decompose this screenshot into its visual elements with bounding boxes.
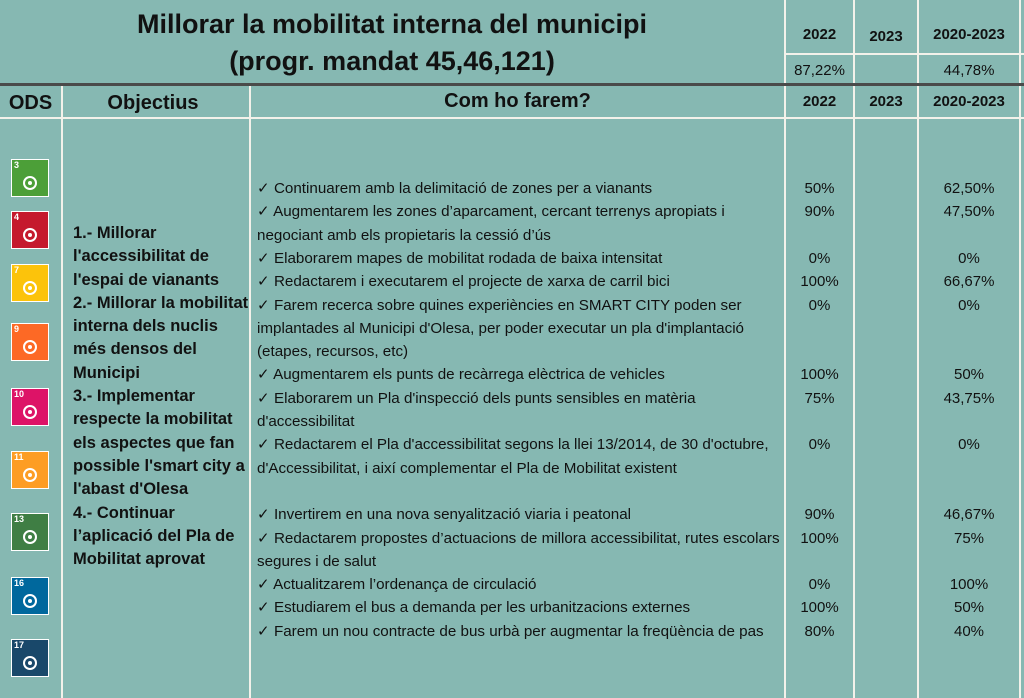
value-total: 75% <box>953 529 985 547</box>
value-total: 50% <box>953 599 985 617</box>
value-2022: 75% <box>804 389 835 407</box>
divider <box>61 86 63 698</box>
sustainable-cities-icon: 11 <box>11 451 49 489</box>
value-2022: 90% <box>804 506 835 524</box>
value-total: 46,67% <box>943 506 995 524</box>
value-2022: 50% <box>804 180 835 197</box>
action-item: ✓ Invertirem en una nova senyalització viaria i peatonal <box>257 506 632 524</box>
action-item: ✓ Augmentarem els punts de recàrrega elèctrica de vehicles <box>257 366 665 384</box>
title-line-1: Millorar la mobilitat interna del municipi <box>136 9 648 39</box>
reduced-inequalities-icon: 10 <box>11 388 49 426</box>
column-header-objectius: Objectius <box>107 92 199 114</box>
value-total: 40% <box>953 622 985 640</box>
divider <box>1019 0 1021 698</box>
value-2022: 90% <box>804 203 835 221</box>
divider <box>784 53 1024 55</box>
value-total: 66,67% <box>943 273 995 291</box>
divider <box>0 117 1024 119</box>
industry-innovation-icon: 9 <box>11 323 49 361</box>
action-item: ✓ Elaborarem mapes de mobilitat rodada de baixa intensitat <box>257 249 663 267</box>
objective-item: 3.- Implementar respecte la mobilitat els aspectes que fan possible l'smart city a l'abast d'Olesa <box>73 387 245 499</box>
objective-item: 4.- Continuar l’aplicació del Pla de Mobilitat aprovat <box>73 503 235 569</box>
column-header-total: 2020-2023 <box>933 93 1005 110</box>
peace-justice-icon: 16 <box>11 577 49 615</box>
column-header-ods: ODS <box>8 92 53 114</box>
value-total: 43,75% <box>943 389 995 407</box>
action-item: ✓ Farem recerca sobre quines experiències en SMART CITY poden ser implantades al Municipi d'Olesa, per poder executar un pla d'implantació (etapes, recursos, etc) <box>257 296 745 361</box>
action-item: ✓ Actualitzarem l’ordenança de circulació <box>257 576 537 594</box>
header-rule <box>0 83 1024 86</box>
value-total: 50% <box>953 366 985 384</box>
action-item: ✓ Redactarem i executarem el projecte de xarxa de carril bici <box>257 273 670 291</box>
column-header-2023: 2023 <box>869 93 903 110</box>
quality-education-icon: 4 <box>11 211 49 249</box>
objective-item: 1.- Millorar l'accessibilitat de l'espai de vianants <box>73 224 220 289</box>
objectives-list <box>73 222 249 571</box>
value-total: 0% <box>958 296 980 314</box>
value-total: 0% <box>958 436 980 454</box>
clean-energy-icon: 7 <box>11 264 49 302</box>
value-total: 47,50% <box>943 203 995 221</box>
action-item: ✓ Estudiarem el bus a demanda per les urbanitzacions externes <box>257 599 691 617</box>
column-header-com-ho-farem: Com ho farem? <box>444 90 591 112</box>
value-2022: 100% <box>800 529 839 547</box>
action-item: ✓ Elaborarem un Pla d'inspecció dels punts sensibles en matèria d'accessibilitat <box>257 389 696 430</box>
action-item: ✓ Augmentarem les zones d’aparcament, cercant terrenys apropiats i negociant amb els propietaris la cessió d’ús <box>257 203 725 244</box>
value-total: 62,50% <box>943 180 995 197</box>
value-2022: 100% <box>800 366 839 384</box>
objective-item: 2.- Millorar la mobilitat interna dels nuclis més densos del Municipi <box>73 293 249 382</box>
year-header-2023: 2023 <box>869 28 903 45</box>
value-total: 100% <box>949 576 989 594</box>
value-2022: 0% <box>808 296 831 314</box>
year-header-2022: 2022 <box>802 26 837 43</box>
summary-pct-2022: 87,22% <box>794 62 845 79</box>
action-item: ✓ Continuarem amb la delimitació de zones per a vianants <box>257 180 653 197</box>
partnerships-icon: 17 <box>11 639 49 677</box>
value-2022: 100% <box>800 599 839 617</box>
summary-pct-total: 44,78% <box>943 62 995 79</box>
page-title <box>0 6 784 80</box>
good-health-icon: 3 <box>11 159 49 197</box>
value-2022: 100% <box>800 273 839 291</box>
value-total: 0% <box>958 249 980 267</box>
climate-action-icon: 13 <box>11 513 49 551</box>
divider <box>249 86 251 698</box>
title-line-2: (progr. mandat 45,46,121) <box>229 46 555 76</box>
value-2022: 0% <box>808 436 831 454</box>
action-item: ✓ Redactarem propostes d’actuacions de millora accessibilitat, rutes escolars segures i de salut <box>257 529 780 570</box>
value-2022: 0% <box>808 249 831 267</box>
action-item: ✓ Farem un nou contracte de bus urbà per augmentar la freqüència de pas <box>257 622 764 640</box>
column-header-2022: 2022 <box>802 93 837 110</box>
value-2022: 0% <box>808 576 831 594</box>
action-item: ✓ Redactarem el Pla d'accessibilitat segons la llei 13/2014, de 30 d'octubre, d'Accessibilitat, i així complementar el Pla de Mobilitat existent <box>257 436 769 477</box>
year-header-total: 2020-2023 <box>933 26 1005 43</box>
value-2022: 80% <box>804 622 835 640</box>
